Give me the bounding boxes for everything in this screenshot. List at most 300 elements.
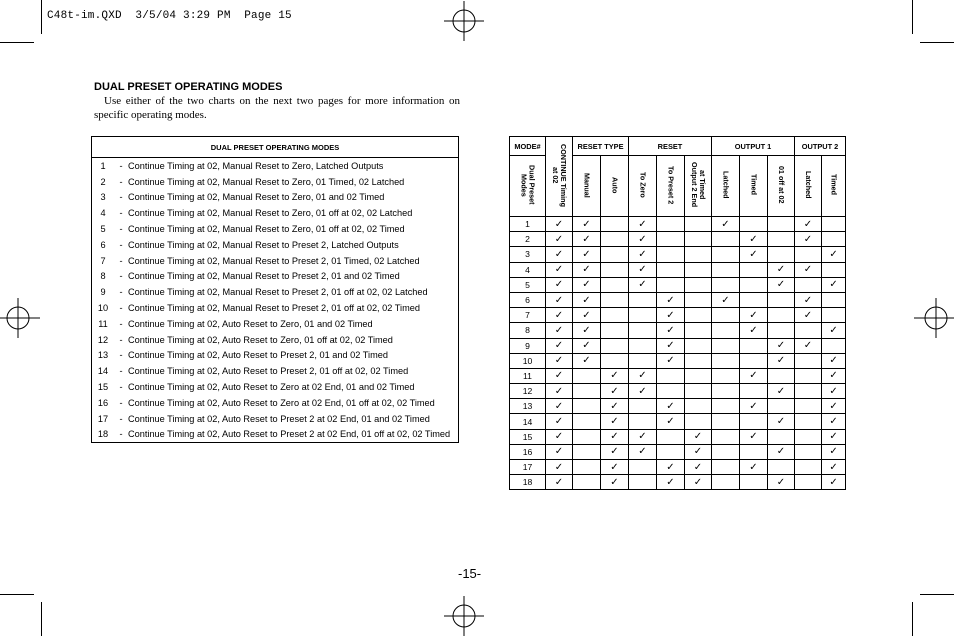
matrix-cell [629, 460, 657, 475]
check-mark-icon: ✓ [554, 461, 564, 473]
matrix-cell [740, 232, 768, 247]
matrix-cell [657, 217, 685, 232]
table-row [510, 429, 846, 444]
table-row [510, 414, 846, 429]
matrix-cell [546, 247, 573, 262]
mode-number-cell: 17 [510, 460, 546, 475]
matrix-cell [657, 262, 685, 277]
matrix-cell [768, 399, 795, 414]
matrix-cell [740, 338, 768, 353]
mode-description: Continue Timing at 02, Manual Reset to Preset 2, 01 and 02 Timed [128, 271, 400, 282]
matrix-cell [740, 475, 768, 490]
matrix-cell [768, 460, 795, 475]
crop-mark [41, 0, 42, 34]
matrix-cell [822, 475, 846, 490]
check-mark-icon: ✓ [610, 400, 619, 412]
matrix-cell [657, 232, 685, 247]
table-row [92, 379, 459, 395]
registration-mark-icon [444, 1, 484, 41]
check-mark-icon: ✓ [610, 446, 619, 458]
matrix-cell [712, 399, 740, 414]
mode-description: Continue Timing at 02, Auto Reset to Preset 2 at 02 End, 01 and 02 Timed [128, 413, 430, 424]
check-mark-icon: ✓ [666, 416, 675, 428]
check-mark-icon: ✓ [776, 385, 786, 397]
matrix-cell [712, 247, 740, 262]
matrix-cell [685, 323, 712, 338]
mode-description-cell [92, 190, 459, 206]
subheader-at-timed-output-2-end: at Timed Output 2 End [685, 156, 712, 217]
matrix-cell [546, 338, 573, 353]
crop-mark [920, 42, 954, 43]
matrix-cell [822, 308, 846, 323]
check-mark-icon: ✓ [776, 279, 786, 291]
table-row [510, 232, 846, 247]
table-row [510, 460, 846, 475]
check-mark-icon: ✓ [582, 248, 591, 260]
matrix-cell [740, 414, 768, 429]
check-mark-icon: ✓ [554, 218, 564, 230]
mode-description: Continue Timing at 02, Manual Reset to Zero, Latched Outputs [128, 160, 384, 171]
check-mark-icon: ✓ [638, 385, 647, 397]
check-mark-icon: ✓ [610, 461, 619, 473]
matrix-cell [740, 368, 768, 383]
matrix-cell [573, 444, 601, 459]
matrix-cell [795, 353, 822, 368]
matrix-cell [685, 292, 712, 307]
check-mark-icon: ✓ [776, 476, 786, 488]
matrix-cell [573, 323, 601, 338]
mode-description-cell [92, 316, 459, 332]
mode-number: 1 [100, 160, 106, 171]
check-mark-icon: ✓ [554, 476, 564, 488]
mode-number-cell: 4 [510, 262, 546, 277]
table-row [510, 323, 846, 338]
matrix-cell [629, 338, 657, 353]
check-mark-icon: ✓ [554, 355, 564, 367]
mode-description-cell [92, 363, 459, 379]
mode-line [92, 303, 458, 313]
matrix-cell [601, 368, 629, 383]
mode-description-cell [92, 379, 459, 395]
matrix-cell [795, 323, 822, 338]
check-mark-icon: ✓ [582, 218, 591, 230]
matrix-cell [573, 368, 601, 383]
matrix-cell [795, 475, 822, 490]
table-row [92, 205, 459, 221]
dash-separator: - [119, 224, 123, 235]
matrix-cell [822, 384, 846, 399]
matrix-cell [657, 277, 685, 292]
check-mark-icon: ✓ [749, 324, 758, 336]
table-row [92, 284, 459, 300]
subheader-output2-latched: Latched [795, 156, 822, 217]
matrix-cell [712, 262, 740, 277]
matrix-cell [712, 414, 740, 429]
matrix-cell [822, 429, 846, 444]
dash-separator: - [119, 397, 123, 408]
dash-separator: - [119, 239, 123, 250]
matrix-cell [795, 247, 822, 262]
matrix-cell [685, 338, 712, 353]
check-mark-icon: ✓ [803, 294, 813, 306]
check-mark-icon: ✓ [803, 309, 813, 321]
crop-mark [920, 594, 954, 595]
matrix-cell [629, 444, 657, 459]
mode-description-cell [92, 205, 459, 221]
mode-description-cell [92, 332, 459, 348]
header-mode: MODE# [510, 137, 546, 156]
matrix-cell [740, 399, 768, 414]
matrix-cell [795, 308, 822, 323]
dash-separator: - [119, 160, 123, 171]
matrix-cell [573, 217, 601, 232]
check-mark-icon: ✓ [666, 476, 675, 488]
check-mark-icon: ✓ [610, 476, 619, 488]
matrix-cell [601, 399, 629, 414]
check-mark-icon: ✓ [638, 446, 647, 458]
check-mark-icon: ✓ [554, 370, 564, 382]
matrix-cell [629, 384, 657, 399]
matrix-cell [712, 444, 740, 459]
matrix-cell [546, 262, 573, 277]
matrix-cell [629, 277, 657, 292]
dash-separator: - [119, 255, 123, 266]
check-mark-icon: ✓ [693, 446, 703, 458]
matrix-cell [573, 247, 601, 262]
check-mark-icon: ✓ [776, 340, 786, 352]
matrix-cell [822, 292, 846, 307]
matrix-cell [740, 323, 768, 338]
mode-description-cell [92, 237, 459, 253]
check-mark-icon: ✓ [554, 248, 564, 260]
crop-mark [912, 602, 913, 636]
print-header: C48t-im.QXD 3/5/04 3:29 PM Page 15 [47, 10, 292, 22]
mode-number-cell: 6 [510, 292, 546, 307]
table-title: DUAL PRESET OPERATING MODES [92, 137, 459, 158]
check-mark-icon: ✓ [749, 431, 758, 443]
matrix-cell [601, 414, 629, 429]
table-row [510, 399, 846, 414]
subheader-output1-latched: Latched [712, 156, 740, 217]
matrix-cell [629, 262, 657, 277]
matrix-cell [685, 414, 712, 429]
matrix-cell [740, 292, 768, 307]
matrix-cell [712, 308, 740, 323]
matrix-cell [629, 353, 657, 368]
matrix-cell [629, 475, 657, 490]
matrix-cell [712, 338, 740, 353]
mode-line [92, 414, 458, 424]
check-mark-icon: ✓ [803, 233, 813, 245]
crop-mark [0, 42, 34, 43]
matrix-cell [768, 277, 795, 292]
matrix-cell [629, 414, 657, 429]
check-mark-icon: ✓ [829, 370, 838, 382]
check-mark-icon: ✓ [610, 385, 619, 397]
matrix-cell [601, 338, 629, 353]
matrix-cell [712, 368, 740, 383]
mode-description: Continue Timing at 02, Auto Reset to Preset 2, 01 off at 02, 02 Timed [128, 366, 409, 377]
registration-mark-icon [914, 298, 954, 338]
matrix-cell [629, 232, 657, 247]
matrix-cell [601, 217, 629, 232]
matrix-cell [795, 429, 822, 444]
table-row [510, 247, 846, 262]
dash-separator: - [119, 413, 123, 424]
check-mark-icon: ✓ [554, 294, 564, 306]
mode-line [92, 398, 458, 408]
matrix-cell [601, 292, 629, 307]
header-output-1: OUTPUT 1 [712, 137, 795, 156]
mode-description: Continue Timing at 02, Manual Reset to Zero, 01 off at 02, 02 Latched [128, 208, 413, 219]
matrix-cell [546, 384, 573, 399]
matrix-cell [685, 429, 712, 444]
mode-description: Continue Timing at 02, Manual Reset to Zero, 01 off at 02, 02 Timed [128, 224, 405, 235]
matrix-cell [601, 247, 629, 262]
table-row [510, 308, 846, 323]
check-mark-icon: ✓ [749, 248, 758, 260]
check-mark-icon: ✓ [554, 416, 564, 428]
check-mark-icon: ✓ [666, 461, 675, 473]
matrix-cell [712, 353, 740, 368]
mode-number-cell: 8 [510, 323, 546, 338]
dash-separator: - [119, 271, 123, 282]
mode-line [92, 366, 458, 376]
matrix-cell [573, 277, 601, 292]
matrix-cell [685, 308, 712, 323]
matrix-cell [546, 308, 573, 323]
dash-separator: - [119, 176, 123, 187]
crop-mark [41, 602, 42, 636]
crop-mark [0, 594, 34, 595]
check-mark-icon: ✓ [666, 355, 675, 367]
mode-description: Continue Timing at 02, Auto Reset to Preset 2, 01 and 02 Timed [128, 350, 388, 361]
matrix-cell [740, 460, 768, 475]
matrix-cell [685, 262, 712, 277]
matrix-cell [657, 475, 685, 490]
mode-description-cell [92, 253, 459, 269]
matrix-cell [740, 444, 768, 459]
matrix-cell [657, 353, 685, 368]
mode-line [92, 177, 458, 187]
mode-number-cell: 18 [510, 475, 546, 490]
mode-number-cell: 12 [510, 384, 546, 399]
matrix-cell [740, 247, 768, 262]
matrix-cell [629, 323, 657, 338]
check-mark-icon: ✓ [829, 324, 838, 336]
matrix-cell [629, 217, 657, 232]
check-mark-icon: ✓ [829, 400, 838, 412]
matrix-cell [795, 217, 822, 232]
mode-line [92, 335, 458, 345]
mode-description-cell [92, 158, 459, 174]
mode-number: 14 [97, 366, 109, 377]
matrix-cell [573, 384, 601, 399]
check-mark-icon: ✓ [638, 218, 647, 230]
check-mark-icon: ✓ [582, 264, 591, 276]
matrix-cell [629, 308, 657, 323]
mode-number: 11 [98, 318, 108, 329]
matrix-cell [712, 277, 740, 292]
mode-number: 8 [100, 271, 106, 282]
check-mark-icon: ✓ [693, 461, 703, 473]
mode-line [92, 271, 458, 281]
table-row [510, 262, 846, 277]
matrix-cell [573, 262, 601, 277]
mode-number-cell: 7 [510, 308, 546, 323]
table-row [92, 427, 459, 443]
mode-number: 12 [97, 334, 109, 345]
subheader-output2-timed: Timed [822, 156, 846, 217]
table-row [92, 174, 459, 190]
check-mark-icon: ✓ [610, 431, 619, 443]
mode-line [92, 256, 458, 266]
check-mark-icon: ✓ [638, 370, 647, 382]
intro-paragraph: Use either of the two charts on the next two pages for more information on specific operating modes. [94, 95, 460, 121]
table-row [92, 348, 459, 364]
matrix-cell [657, 338, 685, 353]
mode-number: 15 [97, 382, 109, 393]
matrix-cell [685, 399, 712, 414]
mode-number-cell: 3 [510, 247, 546, 262]
header-reset: RESET [629, 137, 712, 156]
matrix-cell [768, 217, 795, 232]
matrix-cell [629, 368, 657, 383]
check-mark-icon: ✓ [829, 279, 838, 291]
table-row [510, 368, 846, 383]
check-mark-icon: ✓ [582, 309, 591, 321]
check-mark-icon: ✓ [829, 385, 838, 397]
dash-separator: - [119, 208, 123, 219]
mode-number-cell: 14 [510, 414, 546, 429]
check-mark-icon: ✓ [554, 264, 564, 276]
matrix-cell [546, 323, 573, 338]
matrix-cell [822, 460, 846, 475]
mode-description-cell [92, 284, 459, 300]
matrix-cell [768, 247, 795, 262]
mode-description: Continue Timing at 02, Manual Reset to Zero, 01 Timed, 02 Latched [128, 176, 405, 187]
mode-line [92, 429, 458, 439]
matrix-cell [546, 232, 573, 247]
matrix-cell [685, 368, 712, 383]
dash-separator: - [119, 287, 123, 298]
mode-number-cell: 13 [510, 399, 546, 414]
matrix-cell [740, 384, 768, 399]
mode-description: Continue Timing at 02, Manual Reset to Preset 2, 01 off at 02, 02 Timed [128, 303, 420, 314]
matrix-cell [768, 353, 795, 368]
mode-description: Continue Timing at 02, Auto Reset to Zero, 01 off at 02, 02 Timed [128, 334, 393, 345]
matrix-cell [601, 308, 629, 323]
crop-mark [912, 0, 913, 34]
check-mark-icon: ✓ [776, 355, 786, 367]
matrix-cell [573, 353, 601, 368]
matrix-cell [740, 308, 768, 323]
check-mark-icon: ✓ [749, 233, 758, 245]
check-mark-icon: ✓ [803, 264, 813, 276]
check-mark-icon: ✓ [829, 446, 838, 458]
mode-description-cell [92, 221, 459, 237]
matrix-cell [546, 460, 573, 475]
table-row [92, 190, 459, 206]
mode-description: Continue Timing at 02, Auto Reset to Zero at 02 End, 01 off at 02, 02 Timed [128, 397, 435, 408]
matrix-cell [573, 460, 601, 475]
matrix-cell [657, 323, 685, 338]
mode-number-cell: 5 [510, 277, 546, 292]
matrix-cell [768, 232, 795, 247]
matrix-cell [601, 460, 629, 475]
matrix-cell [712, 475, 740, 490]
check-mark-icon: ✓ [749, 309, 758, 321]
mode-number-cell: 9 [510, 338, 546, 353]
matrix-cell [768, 368, 795, 383]
page-number: -15- [458, 566, 482, 581]
matrix-cell [822, 444, 846, 459]
matrix-cell [657, 414, 685, 429]
table-row [92, 332, 459, 348]
mode-number: 6 [100, 239, 106, 250]
dash-separator: - [119, 429, 123, 440]
matrix-cell [768, 338, 795, 353]
check-mark-icon: ✓ [610, 370, 619, 382]
mode-number: 13 [97, 350, 109, 361]
mode-number: 16 [97, 397, 109, 408]
check-mark-icon: ✓ [554, 446, 564, 458]
check-mark-icon: ✓ [749, 370, 758, 382]
matrix-cell [546, 414, 573, 429]
mode-description-cell [92, 395, 459, 411]
matrix-cell [601, 384, 629, 399]
matrix-cell [740, 262, 768, 277]
matrix-cell [601, 232, 629, 247]
check-mark-icon: ✓ [582, 233, 591, 245]
matrix-cell [795, 368, 822, 383]
mode-description-cell [92, 269, 459, 285]
matrix-cell [795, 444, 822, 459]
table-row [92, 411, 459, 427]
check-mark-icon: ✓ [666, 309, 675, 321]
matrix-cell [573, 308, 601, 323]
matrix-cell [601, 429, 629, 444]
check-mark-icon: ✓ [803, 218, 813, 230]
mode-number: 7 [100, 255, 106, 266]
mode-number: 3 [100, 192, 106, 203]
check-mark-icon: ✓ [721, 218, 730, 230]
matrix-cell [657, 308, 685, 323]
mode-number-cell: 16 [510, 444, 546, 459]
matrix-cell [740, 277, 768, 292]
matrix-cell [740, 429, 768, 444]
matrix-cell [546, 429, 573, 444]
mode-description: Continue Timing at 02, Auto Reset to Zero at 02 End, 01 and 02 Timed [128, 382, 415, 393]
matrix-cell [601, 475, 629, 490]
header-reset-type: RESET TYPE [573, 137, 629, 156]
matrix-cell [795, 292, 822, 307]
matrix-cell [740, 217, 768, 232]
header-output-2: OUTPUT 2 [795, 137, 846, 156]
matrix-cell [685, 277, 712, 292]
matrix-cell [822, 353, 846, 368]
matrix-cell [546, 217, 573, 232]
table-row [92, 316, 459, 332]
table-row [92, 237, 459, 253]
mode-description-cell [92, 348, 459, 364]
check-mark-icon: ✓ [638, 248, 647, 260]
matrix-cell [768, 323, 795, 338]
matrix-cell [629, 399, 657, 414]
check-mark-icon: ✓ [829, 476, 838, 488]
mode-description: Continue Timing at 02, Manual Reset to Zero, 01 and 02 Timed [128, 192, 385, 203]
check-mark-icon: ✓ [803, 340, 813, 352]
